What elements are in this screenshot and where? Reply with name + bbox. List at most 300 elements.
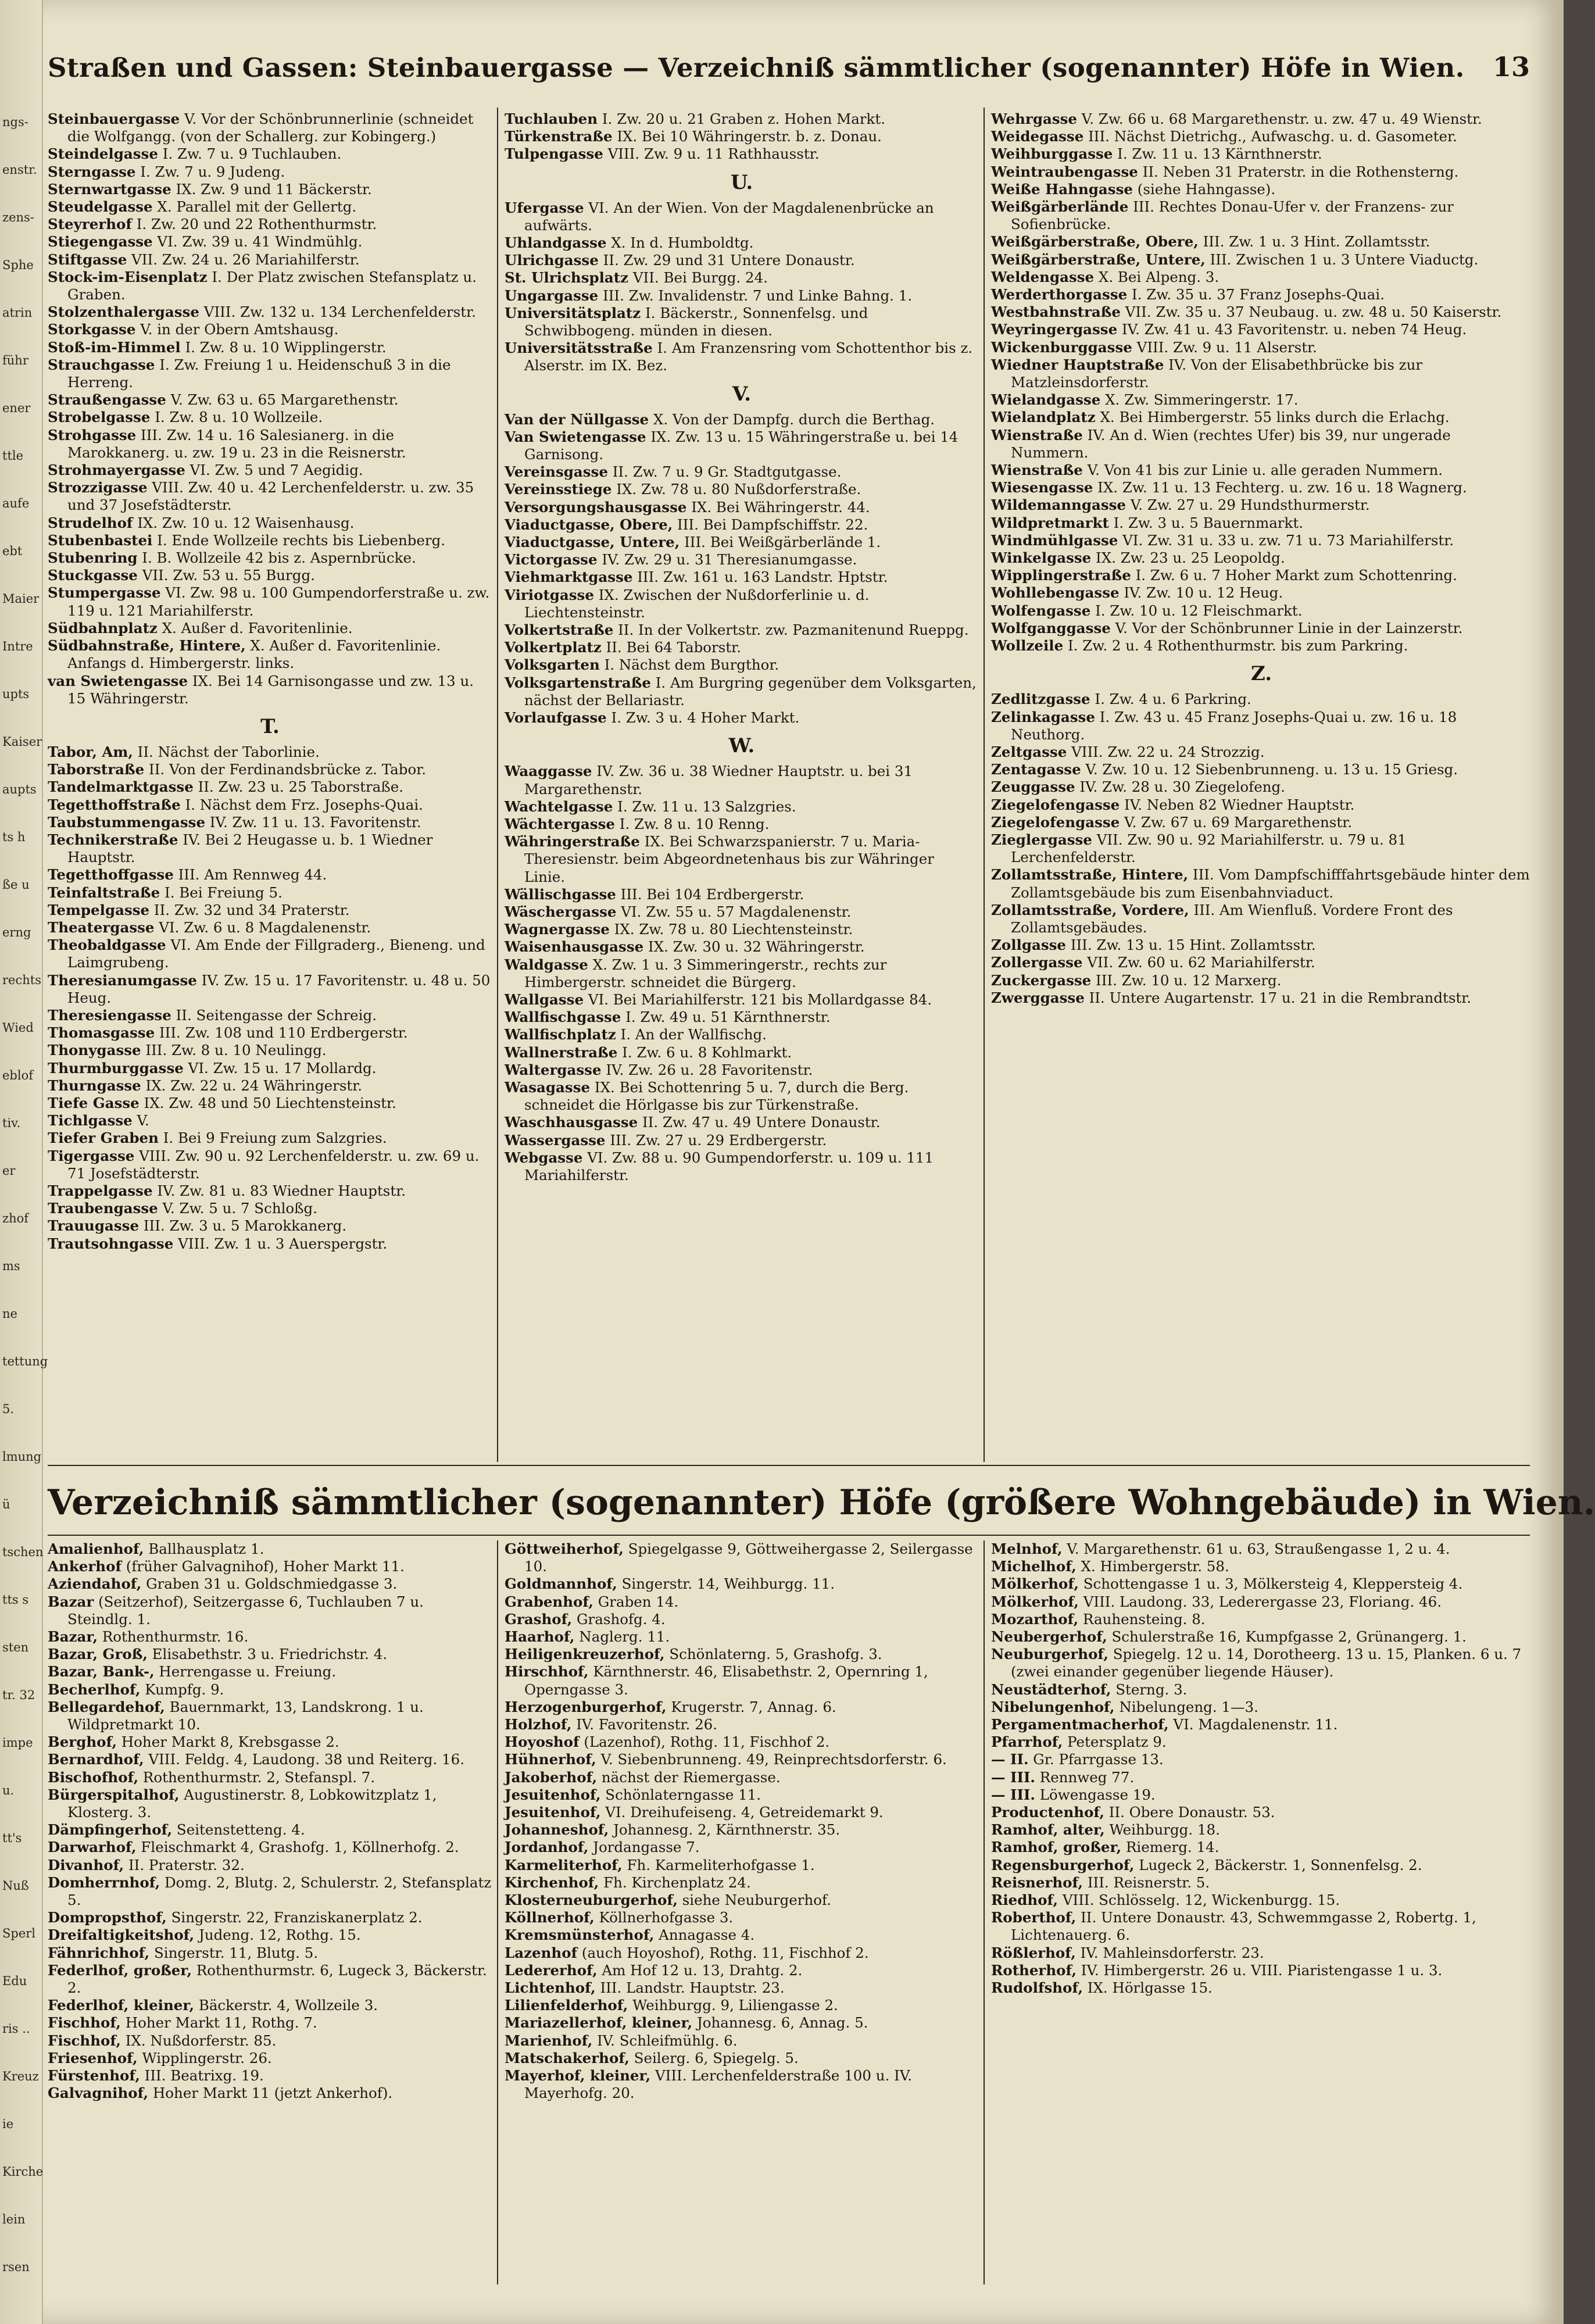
entry-keyword: Strobelgasse [48,409,151,426]
entry-keyword: Stolzenthalergasse [48,303,199,321]
directory-entry [991,1769,1532,1786]
entry-text: Hoher Markt 8, Krebsgasse 2. [117,1733,339,1751]
entry-text: VI. Zw. 55 u. 57 Magdalenenstr. [616,903,852,920]
entry-keyword: Waldgasse [505,956,588,973]
margin-fragment: aupts [2,782,37,796]
entry-text: V. Zw. 66 u. 68 Margarethenstr. u. zw. 47 u. 49 Wienstr. [1077,110,1482,127]
entry-text: II. Seitengasse der Schreig. [171,1006,377,1024]
entry-keyword: Divanhof, [48,1856,124,1873]
entry-keyword: Strohmayergasse [48,462,185,479]
directory-entry [48,1007,492,1024]
entry-keyword: Friesenhof, [48,2049,138,2066]
entry-keyword: Pfarrhof, [991,1733,1063,1751]
entry-text: V. Margarethenstr. 61 u. 63, Straußengasse 1, 2 u. 4. [1062,1540,1450,1557]
entry-keyword: Wielandplatz [991,409,1096,426]
directory-entry [991,972,1532,989]
directory-entry [505,551,979,569]
directory-entry [991,339,1532,356]
entry-keyword: Lichtenhof, [505,1979,596,1997]
directory-entry [48,233,492,251]
entry-text: Seitenstetteng. 4. [172,1821,305,1839]
directory-entry [48,427,492,462]
entry-text: III. Zw. 10 u. 12 Marxerg. [1091,971,1282,989]
entry-text: VIII. Zw. 132 u. 134 Lerchenfelderstr. [199,303,476,321]
entry-keyword: Volkertplatz [505,639,602,656]
entry-text: Rothenthurmstr. 2, Stefanspl. 7. [138,1768,375,1786]
directory-entry [48,1926,492,1944]
directory-entry [991,620,1532,637]
entry-text: Schottengasse 1 u. 3, Mölkersteig 4, Kleppersteig 4. [1078,1575,1463,1593]
directory-entry [991,691,1532,708]
entry-text: Singerstr. 11, Blutg. 5. [149,1944,319,1961]
entry-keyword: Weldengasse [991,268,1095,285]
entry-keyword: Jakoberhof, [505,1768,598,1786]
entry-keyword: Aziendahof, [48,1575,142,1593]
directory-entry [505,1663,979,1698]
margin-fragment: ebt [2,544,23,558]
entry-keyword: Stiftgasse [48,251,127,268]
entry-text: Johannesg. 2, Kärnthnerstr. 35. [609,1821,841,1839]
entry-keyword: Werderthorgasse [991,286,1128,303]
entry-keyword: Zwerggasse [991,989,1085,1006]
directory-entry [991,637,1532,655]
directory-entry [505,956,979,991]
entry-text: III. Landstr. Hauptstr. 23. [595,1979,785,1997]
entry-text: I. Am Burgring gegenüber dem Volksgarten, nächst der Bellariastr. [524,674,981,709]
entry-text: I. Zw. 3 u. 5 Bauernmarkt. [1108,514,1304,531]
entry-keyword: Bellegardehof, [48,1698,165,1715]
entry-text: IV. Zw. 26 u. 28 Favoritenstr. [601,1061,813,1078]
directory-entry [48,356,492,391]
entry-keyword: Lazenhof [505,1944,578,1961]
entry-keyword: Herzogenburgerhof, [505,1698,667,1715]
entry-text: II. Neben 31 Praterstr. in die Rothensterng. [1138,163,1459,180]
directory-entry [991,1979,1532,1997]
entry-text: II. Untere Augartenstr. 17 u. 21 in die Rembrandtstr. [1084,989,1472,1006]
entry-text: IX. Zw. 10 u. 12 Waisenhausg. [133,514,355,531]
directory-entry [505,463,979,481]
entry-keyword: Rößlerhof, [991,1944,1076,1961]
entry-text: I. Bei 9 Freiung zum Salzgries. [158,1129,387,1147]
entry-keyword: Federlhof, kleiner, [48,1997,195,2014]
margin-fragment: erng [2,925,31,939]
entry-keyword: Van Swietengasse [505,428,646,445]
directory-entry [505,903,979,921]
entry-text: VIII. Zw. 40 u. 42 Lerchenfelderstr. u. zw. 35 und 37 Josefstädterstr. [67,479,479,514]
entry-text: V. Zw. 5 u. 7 Schloßg. [158,1200,318,1217]
entry-keyword: Tuchlauben [505,110,598,127]
entry-keyword: Steinbauergasse [48,110,180,127]
entry-text: I. B. Wollzeile 42 bis z. Aspernbrücke. [137,549,416,567]
directory-entry [991,902,1532,936]
directory-entry [991,1751,1532,1768]
entry-keyword: Stubenbastei [48,531,153,549]
directory-entry [48,1821,492,1839]
entry-keyword: Bazar, [48,1628,98,1646]
entry-text: I. Zw. 2 u. 4 Rothenthurmstr. bis zum Parkring. [1063,637,1408,655]
entry-text: IV. Zw. 11 u. 13. Favoritenstr. [205,813,421,831]
entry-text: III. Am Wienfluß. Vordere Front des Zollamtsgebäudes. [1011,901,1458,936]
entry-keyword: Stubenring [48,549,138,567]
directory-entry [505,1716,979,1733]
entry-keyword: Wachtelgasse [505,798,613,815]
directory-entry [991,743,1532,761]
directory-entry [48,1786,492,1821]
directory-entry [48,1558,492,1575]
directory-entry [991,286,1532,303]
directory-entry [991,145,1532,163]
entry-text: III. Zw. 27 u. 29 Erdbergerstr. [605,1131,827,1149]
entry-text: Schulerstraße 16, Kumpfgasse 2, Grünangerg. 1. [1107,1628,1467,1646]
entry-keyword: Weiße Hahngasse [991,180,1133,198]
directory-entry [991,1699,1532,1716]
entry-keyword: Ulrichgasse [505,252,599,269]
entry-keyword: Pergamentmacherhof, [991,1716,1169,1733]
entry-text: I. Zw. 20 u. 21 Graben z. Hohen Markt. [598,110,886,127]
directory-entry [48,796,492,814]
entry-text: V. Siebenbrunneng. 49, Reinprechtsdorferstr. 6. [596,1751,947,1768]
directory-entry [505,1892,979,1909]
section-rule [48,1465,1530,1466]
entry-text: IX. Bei 14 Garnisongasse und zw. 13 u. 15 Währingerstr. [67,672,478,707]
entry-keyword: Universitätsplatz [505,304,641,321]
entry-text: Judeng. 12, Rothg. 15. [194,1926,361,1944]
entry-keyword: Roberthof, [991,1909,1077,1926]
directory-entry [991,1839,1532,1856]
entry-keyword: Taubstummengasse [48,813,206,831]
entry-keyword: Dämpfingerhof, [48,1821,173,1839]
entry-keyword: Türkenstraße [505,128,613,145]
entry-text: I. Zw. 11 u. 13 Kärnthnerstr. [1113,145,1322,163]
directory-entry [505,1909,979,1926]
entry-text: IV. Neben 82 Wiedner Hauptstr. [1120,796,1355,813]
entry-text: IV. Zw. 41 u. 43 Favoritenstr. u. neben 74 Heug. [1117,321,1467,338]
directory-entry [991,1716,1532,1733]
entry-text: Graben 31 u. Goldschmiedgasse 3. [141,1575,398,1593]
entry-text: Graben 14. [593,1593,679,1610]
entry-text: III. Zw. 1 u. 3 Hint. Zollamtsstr. [1198,233,1431,251]
directory-entry [505,339,979,374]
entry-text: IV. Favoritenstr. 26. [571,1716,718,1733]
directory-entry [505,1009,979,1026]
entry-text: X. Außer d. Favoritenlinie. Anfangs d. Himbergerstr. links. [67,637,446,672]
entry-keyword: Ramhof, großer, [991,1839,1122,1856]
entry-text: IX. Zw. 48 und 50 Liechtensteinstr. [139,1094,396,1111]
directory-entry [991,567,1532,584]
directory-entry [505,639,979,656]
directory-entry [991,584,1532,602]
entry-text: IV. Von der Elisabethbrücke bis zur Matzleinsdorferstr. [1011,356,1427,391]
entry-keyword: Waisenhausgasse [505,938,644,956]
directory-entry [991,1628,1532,1646]
entry-keyword: Universitätsstraße [505,339,653,357]
entry-text: II. Zw. 47 u. 49 Untere Donaustr. [638,1114,881,1131]
entry-keyword: Mölkerhof, [991,1593,1079,1610]
directory-entry [48,1042,492,1059]
entry-text: Spiegelgasse 9, Göttweihergasse 2, Seilergasse 10. [524,1540,978,1575]
entry-text: II. Zw. 32 und 34 Praterstr. [149,901,350,918]
margin-fragment: aufe [2,496,30,510]
entry-text: V. Vor der Schönbrunnerlinie (schneidet die Wolfgangg. (von der Schallerg. zur Kobingerg.) [67,110,478,145]
margin-fragment: Kirche [2,2165,44,2179]
directory-entry [48,339,492,356]
column-divider [497,108,498,1462]
margin-fragment: eblof [2,1068,34,1082]
margin-fragment: ne [2,1307,17,1321]
entry-text: II. Von der Ferdinandsbrücke z. Tabor. [144,761,427,778]
entry-keyword: Johanneshof, [505,1821,609,1839]
directory-entry [505,1839,979,1856]
entry-text: Rauhensteing. 8. [1078,1610,1206,1628]
entry-text: X. In d. Humboldtg. [606,234,754,252]
entry-text: Spiegelg. 12 u. 14, Dorotheerg. 13 u. 15, Planken. 6 u. 7 (zwei einander gegenüber liegende Häuser). [1011,1646,1526,1681]
directory-entry [48,778,492,796]
entry-keyword: Rotherhof, [991,1961,1077,1979]
directory-entry [505,886,979,903]
directory-entry [505,1114,979,1131]
entry-text: Naglerg. 11. [574,1628,670,1646]
margin-fragment: ü [2,1497,10,1511]
directory-entry [48,462,492,479]
entry-keyword: Volkertstraße [505,621,614,639]
entry-text: Annagasse 4. [654,1926,755,1944]
entry-keyword: Versorgungshausgasse [505,498,687,516]
hof-column-2 [505,1540,979,2290]
entry-keyword: Goldmannhof, [505,1575,617,1593]
directory-entry [48,2067,492,2085]
directory-entry [991,989,1532,1007]
entry-text: Riemerg. 14. [1121,1839,1220,1856]
margin-fragment: upts [2,687,30,701]
directory-entry [48,673,492,707]
entry-text: V. Zw. 63 u. 65 Margarethenstr. [166,391,399,409]
entry-text: I. Nächst dem Burgthor. [599,656,779,674]
letter-heading-t: T. [260,714,280,738]
entry-keyword: Zeltgasse [991,743,1067,760]
entry-text: Fleischmarkt 4, Grashofg. 1, Köllnerhofg. 2. [136,1839,459,1856]
entry-text: I. Zw. 8 u. 10 Renng. [614,815,770,832]
entry-keyword: Heiligenkreuzerhof, [505,1646,665,1663]
entry-keyword: Weihburggasse [991,145,1113,163]
entry-keyword: Productenhof, [991,1804,1104,1821]
entry-keyword: Westbahnstraße [991,303,1121,321]
directory-entry [991,356,1532,391]
entry-keyword: Wolfganggasse [991,619,1111,637]
entry-text: X. Bei Alpeng. 3. [1094,268,1220,285]
entry-text: IX. Bei Schwarzspanierstr. 7 u. Maria-Theresienstr. beim Abgeordnetenhaus bis zur Währinger Linie. [524,833,939,885]
entry-keyword: Wassergasse [505,1131,606,1149]
letter-heading-w: W. [728,734,755,758]
entry-text: II. Untere Donaustr. 43, Schwemmgasse 2, Robertg. 1, Lichtenauerg. 6. [1011,1909,1481,1944]
directory-entry [48,1540,492,1558]
entry-text: VIII. Schlösselg. 12, Wickenburgg. 15. [1058,1892,1340,1909]
entry-keyword: Strauchgasse [48,356,155,373]
directory-entry [48,1077,492,1095]
entry-keyword: Trappelgasse [48,1182,153,1199]
directory-entry [505,1149,979,1184]
entry-keyword: Thurmburggasse [48,1059,184,1077]
entry-text: VI. An der Wien. Von der Magdalenenbrücke an aufwärts. [524,199,939,234]
entry-text: I. Bei Freiung 5. [160,884,282,901]
entry-text: V. Zw. 27 u. 29 Hundsthurmerstr. [1126,496,1370,514]
directory-entry [991,1944,1532,1962]
entry-keyword: Strohgasse [48,426,137,444]
entry-keyword: Fischhof, [48,2014,121,2032]
directory-entry [48,251,492,269]
entry-text: VIII. Zw. 9 u. 11 Rathhausstr. [603,145,820,163]
entry-text: I. Zw. 6 u. 7 Hoher Markt zum Schottenring. [1131,567,1457,584]
directory-entry [505,674,979,709]
entry-keyword: Währingerstraße [505,833,640,850]
margin-fragment: ie [2,2117,14,2131]
directory-entry [505,287,979,305]
directory-entry [505,411,979,428]
entry-keyword: Stuckgasse [48,567,138,584]
entry-keyword: Steudelgasse [48,198,153,216]
directory-entry [48,514,492,532]
entry-keyword: Vereinsstiege [505,481,612,498]
entry-text: X. Zw. 1 u. 3 Simmeringerstr., rechts zur Himbergerstr. schneidet die Bürgerg. [524,956,892,991]
entry-text: VI. Bei Mariahilferstr. 121 bis Mollardgasse 84. [584,991,932,1008]
entry-keyword: Tabor, Am, [48,743,133,760]
entry-keyword: Sternwartgasse [48,180,171,198]
column-3 [991,110,1535,1459]
directory-entry [48,2014,492,2032]
entry-keyword: Zieglergasse [991,831,1092,848]
directory-entry [991,251,1532,269]
entry-keyword: Zollamtsstraße, Hintere, [991,866,1189,884]
entry-text: III. Beatrixg. 19. [140,2067,264,2085]
directory-entry [48,145,492,163]
entry-text: III. Bei Dampfschiffstr. 22. [673,516,868,533]
directory-entry [505,269,979,287]
section-rule [48,1535,1530,1536]
entry-keyword: — II. [991,1751,1029,1768]
entry-text: X. Von der Dampfg. durch die Berthag. [649,410,935,428]
margin-fragment: Intre [2,639,33,653]
entry-text: Wipplingerstr. 26. [137,2049,272,2066]
entry-keyword: Tigergasse [48,1147,135,1164]
margin-fragment: tschen [2,1545,44,1559]
entry-text: VII. Bei Burgg. 24. [628,269,768,287]
entry-text: III. Zw. Invalidenstr. 7 und Linke Bahng. 1. [598,287,913,304]
entry-text: Am Hof 12 u. 13, Drahtg. 2. [597,1961,803,1979]
entry-keyword: Bürgerspitalhof, [48,1786,180,1803]
directory-entry [48,971,495,1007]
directory-entry [991,778,1532,796]
directory-entry [991,954,1532,971]
margin-fragment: atrin [2,306,33,320]
entry-text: IX. Zw. 23 u. 25 Leopoldg. [1091,549,1285,567]
entry-keyword: Theobaldgasse [48,936,166,954]
entry-text: I. Zw. 8 u. 10 Wipplingerstr. [180,338,387,356]
entry-text: VI. Zw. 15 u. 17 Mollardg. [183,1059,377,1077]
entry-text: VI. Zw. 39 u. 41 Windmühlg. [152,233,363,251]
directory-entry [48,321,492,338]
directory-entry [991,269,1532,286]
entry-text: Nibelungeng. 1—3. [1114,1698,1258,1715]
margin-fragment: er [2,1164,16,1178]
entry-text: Domg. 2, Blutg. 2, Schulerstr. 2, Stefansplatz 5. [67,1873,496,1909]
directory-entry [991,936,1532,954]
directory-entry [48,1217,492,1235]
entry-keyword: Storkgasse [48,321,136,338]
directory-entry [48,814,492,831]
directory-entry [991,1909,1532,1944]
entry-text: V. [132,1112,149,1129]
directory-entry [505,499,979,516]
entry-text: IX. Bei Schottenring 5 u. 7, durch die Berg. schneidet die Hörlgasse bis zur Türkenstraße. [524,1078,914,1114]
entry-text: III. Zw. 14 u. 16 Salesianerg. in die Marokkanerg. u. zw. 19 u. 23 in die Reisnerstr. [67,426,406,461]
directory-entry [991,1733,1532,1751]
entry-keyword: St. Ulrichsplatz [505,269,629,287]
entry-keyword: — III. [991,1768,1035,1786]
directory-entry [48,1699,492,1733]
entry-text: IV. Zw. 28 u. 30 Ziegelofeng. [1075,778,1285,796]
entry-keyword: Klosterneuburgerhof, [505,1892,678,1909]
entry-keyword: van Swietengasse [48,672,188,689]
entry-text: Krugerstr. 7, Annag. 6. [666,1698,836,1715]
entry-text: II. Praterstr. 32. [124,1856,245,1873]
entry-text: IV. Zw. 81 u. 83 Wiedner Hauptstr. [152,1182,406,1199]
entry-text: IX. Hörlgasse 15. [1082,1979,1213,1997]
entry-keyword: Uhlandgasse [505,234,607,252]
entry-text: Löwengasse 19. [1035,1786,1156,1803]
entry-text: IV. Zw. 36 u. 38 Wiedner Hauptstr. u. bei 31 Margarethenstr. [524,763,917,798]
entry-keyword: Steyrerhof [48,216,132,233]
entry-keyword: Sterngasse [48,163,136,180]
entry-keyword: Thomasgasse [48,1024,155,1042]
directory-entry [505,816,979,833]
directory-entry [48,584,495,619]
margin-fragment: 5. [2,1402,15,1416]
entry-text: I. Zw. 49 u. 51 Kärnthnerstr. [621,1009,831,1026]
directory-entry [505,1926,979,1944]
entry-text: I. Bäckerstr., Sonnenfelsg. und Schwibbogeng. münden in diesen. [524,304,873,339]
entry-text: (auch Hoyoshof), Rothg. 11, Fischhof 2. [577,1944,869,1961]
directory-entry [505,305,979,339]
entry-keyword: Tegetthoffgasse [48,866,174,884]
directory-entry [991,479,1532,496]
entry-text: (Seitzerhof), Seitzergasse 6, Tuchlauben 7 u. Steindlg. 1. [67,1593,428,1628]
entry-keyword: Theresiengasse [48,1006,171,1024]
directory-entry [505,656,979,674]
directory-entry [505,938,979,956]
directory-entry [991,1786,1532,1804]
entry-text: VIII. Laudong. 33, Lederergasse 23, Floriang. 46. [1078,1593,1442,1610]
directory-entry [991,233,1532,251]
entry-keyword: Wäschergasse [505,903,617,920]
entry-keyword: Theatergasse [48,918,155,936]
entry-keyword: Wiedner Hauptstraße [991,356,1164,373]
directory-entry [505,1628,979,1646]
entry-text: V. Vor der Schönbrunner Linie in der Lainzerstr. [1110,619,1463,637]
entry-text: nächst der Riemergasse. [597,1768,781,1786]
directory-entry [991,602,1532,620]
page-number: 13 [1492,51,1530,83]
entry-keyword: Webgasse [505,1149,583,1166]
entry-text: Rothenthurmstr. 6, Lugeck 3, Bäckerstr. 2. [67,1961,492,1997]
entry-keyword: Wielandgasse [991,391,1101,409]
entry-text: IX. Nußdorferstr. 85. [120,2032,277,2049]
entry-text: I. Zw. 35 u. 37 Franz Josephs-Quai. [1127,286,1385,303]
margin-fragment: tettung [2,1354,48,1368]
entry-keyword: Bazar, Bank-, [48,1663,155,1681]
entry-keyword: Fischhof, [48,2032,121,2049]
entry-text: Weihburgg. 18. [1104,1821,1220,1839]
entry-keyword: Vereinsgasse [505,463,608,481]
entry-keyword: Südbahnplatz [48,619,158,637]
